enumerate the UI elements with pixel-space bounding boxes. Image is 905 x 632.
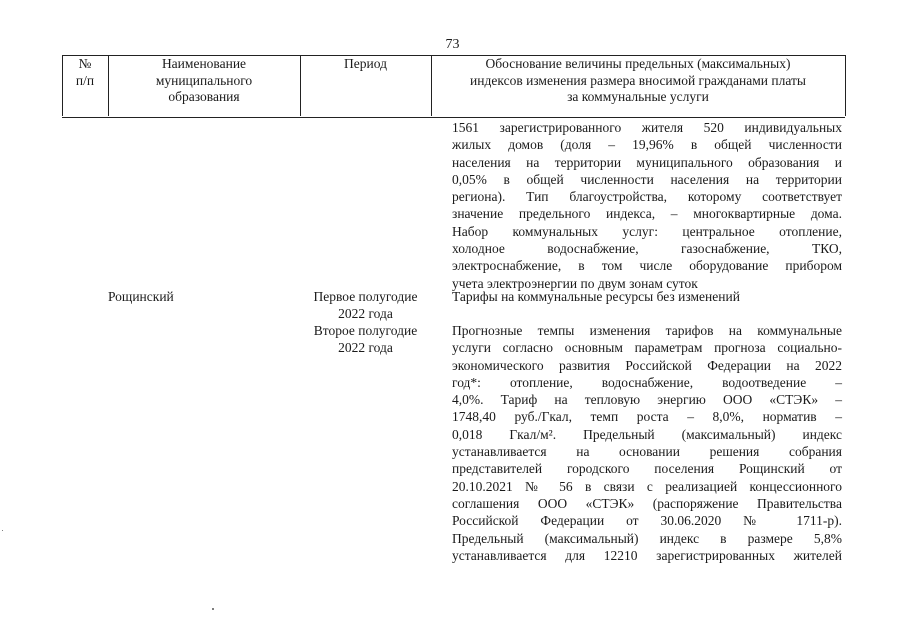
text-line: жилых домов (доля – 19,96% в общей численности	[452, 137, 842, 153]
header-number-line: №	[78, 56, 92, 71]
forecast-paragraph	[452, 322, 842, 564]
header-municipality-line: Наименование	[161, 56, 247, 71]
period-line: Первое полугодие	[313, 289, 418, 304]
text-line: Российской Федерации от 30.06.2020 № 1711-р).	[452, 513, 842, 529]
scan-speck	[212, 608, 214, 610]
text-line: 0,05% в общей численности населения на территории	[452, 171, 842, 187]
header-justification	[431, 56, 845, 106]
text-line: населения на территории муниципального образования и	[452, 154, 842, 170]
period-second-half	[300, 322, 431, 357]
text-line: электроснабжение, в том числе оборудование прибором	[452, 258, 842, 274]
text-line: 4,0%. Тариф на тепловую энергию ООО «СТЭК» –	[452, 392, 842, 408]
header-justification-line: Обоснование величины предельных (максимальных)	[485, 56, 791, 71]
tariffs-unchanged-text: Тарифы на коммунальные ресурсы без изменений	[452, 289, 740, 304]
text-line: представителей городского поселения Рощинский от	[452, 461, 842, 477]
header-justification-line: за коммунальные услуги	[567, 89, 709, 104]
text-line: холодное водоснабжение, газоснабжение, ТКО,	[452, 241, 842, 257]
header-municipality	[108, 56, 300, 106]
municipality-name: Рощинский	[108, 289, 174, 304]
text-line: Прогнозные темпы изменения тарифов на коммунальные	[452, 323, 842, 338]
period-line: Второе полугодие	[313, 323, 418, 338]
header-justification-line: индексов изменения размера вносимой гражданами платы	[470, 72, 806, 88]
text-line: устанавливается на основании решения собрания	[452, 444, 842, 460]
text-line: экономического развития Российской Федерации на 2022	[452, 357, 842, 373]
text-line: 0,018 Гкал/м². Предельный (максимальный) индекс	[452, 426, 842, 442]
continuation-paragraph	[452, 119, 842, 292]
text-line: устанавливается для 12210 зарегистрированных жителей	[452, 547, 842, 563]
text-line: учета электроэнергии по двум зонам суток	[452, 275, 698, 291]
period-line: 2022 года	[338, 340, 393, 356]
text-line: услуги согласно основным параметрам прогноза социально-	[452, 340, 842, 356]
header-municipality-line: муниципального	[155, 72, 253, 88]
text-line: Предельный (максимальный) индекс в размере 5,8%	[452, 530, 842, 546]
text-line: значение предельного индекса, – многоквартирные дома.	[452, 206, 842, 222]
text-line: 1748,40 руб./Гкал, темп роста – 8,0%, норматив –	[452, 409, 842, 425]
text-line: 20.10.2021 № 56 в связи с реализацией концессионного	[452, 478, 842, 494]
period-line: 2022 года	[338, 306, 393, 322]
header-municipality-line: образования	[168, 89, 240, 104]
text-line: региона). Тип благоустройства, которому соответствует	[452, 189, 842, 205]
text-line: год*: отопление, водоснабжение, водоотведение –	[452, 374, 842, 390]
header-period	[300, 56, 431, 73]
scan-speck	[2, 530, 3, 531]
header-number-line: п/п	[75, 72, 95, 88]
header-period-line: Период	[344, 56, 387, 71]
table-border-right	[845, 55, 846, 116]
text-line: соглашения ООО «СТЭК» (распоряжение Правительства	[452, 495, 842, 511]
period-first-half	[300, 288, 431, 323]
text-line: Набор коммунальных услуг: центральное отопление,	[452, 223, 842, 239]
text-line: 1561 зарегистрированного жителя 520 индивидуальных	[452, 120, 842, 135]
page-number: 73	[445, 37, 460, 52]
header-number	[62, 56, 108, 89]
